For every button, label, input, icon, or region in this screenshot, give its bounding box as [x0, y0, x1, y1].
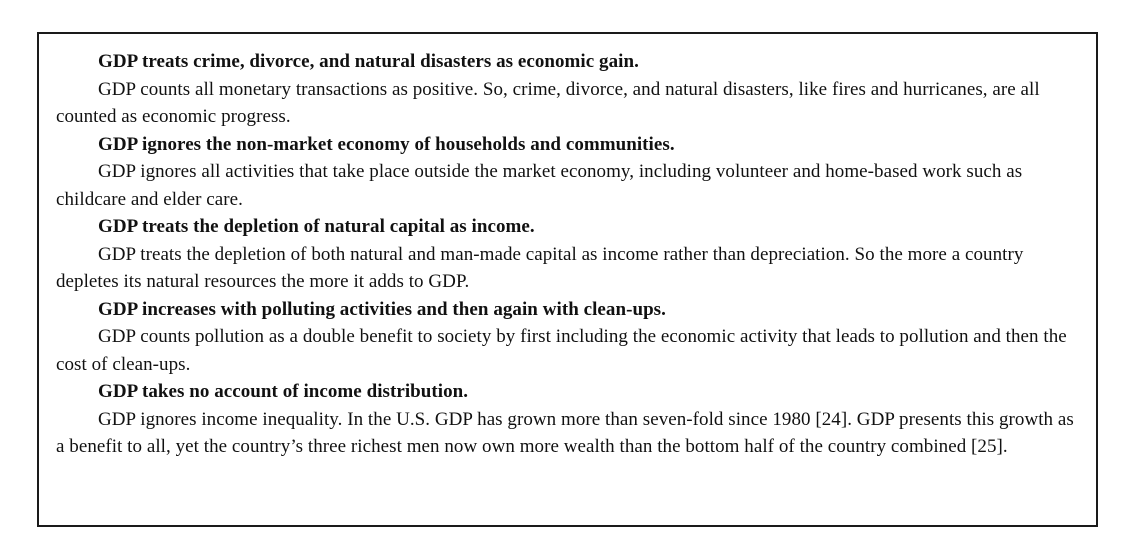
section-body-crime: GDP counts all monetary transactions as positive. So, crime, divorce, and natural disasters, like fires and hurricanes, are all counted as economic progress.: [56, 78, 1040, 127]
section-body-income-distribution: GDP ignores income inequality. In the U.S. GDP has grown more than seven-fold since 1980 [24]. GDP presents this growth as a benefit to all, yet the country’s three richest men now own more wealth than the bottom half of the country combined [25].: [56, 408, 1074, 457]
section-heading-pollution: GDP increases with polluting activities and then again with clean-ups.: [98, 298, 666, 320]
section-heading-crime: GDP treats crime, divorce, and natural disasters as economic gain.: [98, 51, 639, 72]
text-box: [37, 32, 1098, 527]
section-body-pollution: GDP counts pollution as a double benefit to society by first including the economic activity that leads to pollution and then the cost of clean-ups.: [56, 326, 1067, 375]
section-heading-non-market: GDP ignores the non-market economy of households and communities.: [98, 133, 675, 155]
section-heading-natural-capital: GDP treats the depletion of natural capital as income.: [98, 216, 535, 237]
section-heading-income-distribution: GDP takes no account of income distribution.: [98, 381, 469, 402]
section-body-natural-capital: GDP treats the depletion of both natural and man-made capital as income rather than depreciation. So the more a country depletes its natural resources the more it adds to GDP.: [56, 243, 1024, 292]
section-body-non-market: GDP ignores all activities that take place outside the market economy, including volunteer and home-based work such as childcare and elder care.: [56, 161, 1023, 210]
